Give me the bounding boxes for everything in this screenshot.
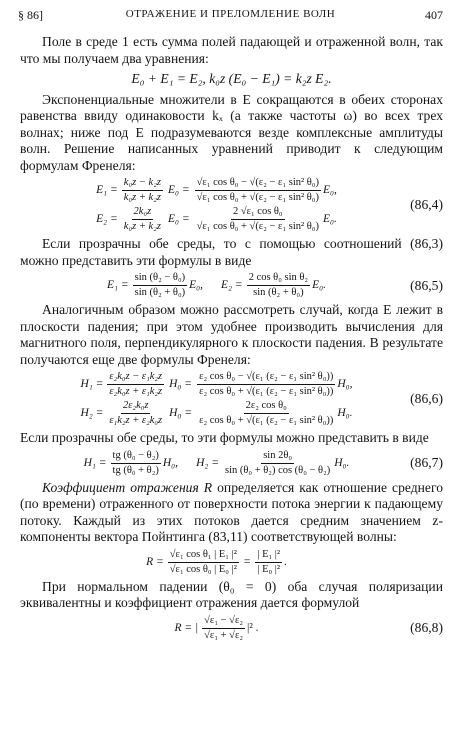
equation-number: (86,8) [410,619,443,635]
equation-number: (86,5) [410,277,443,293]
section-label: § 86] [18,8,43,22]
equation-86-5: E₁ = $\frac{\text{sin (θ₂ − θ₀)}}{\text{sin (θ₂ + θ₀)}}$ E₀, E₂ = $\frac{\text{2 cos θ₀ sin θ₂}}{\text{sin (θ₂ + θ₀)}}$ E₀. (86,5) [107,272,443,298]
equation-86-4 [20,177,443,233]
page-header [18,6,443,28]
equation-R: R = $\frac{\text{√ε₁ cos θ₁ | E₁ |²}}{\text{√ε₁ cos θ₀ | E₀ |²}}$ = $\frac{\text{| E₁ |²}}{\text{| E₀ |²}}$ . [146,548,287,575]
term-reflection-coefficient: Коэффициент отражения R [42,479,213,495]
running-title: ОТРАЖЕНИЕ И ПРЕЛОМЛЕНИЕ ВОЛН [125,8,336,20]
paragraph-1: Поле в среде 1 есть сумма полей падающей и отраженной волн, так что мы получаем два уравнения: [20,34,443,66]
paragraph-2: Экспоненциальные множители в E сокращаются в обеих сторонах равенства ввиду одинаковости kₓ (а также частоты ω) во всех трех волнах; ниже под E подразумеваются везде комплексные амплитуды волн. Решение написанных уравнений приводит к следующим формулам Френеля: [20,91,443,173]
page-number: 407 [425,8,443,22]
paragraph-3: Если прозрачны обе среды, то с помощью соотношений (86,3) можно представить эти формулы в виде [20,236,443,268]
equation-86-6: H₁ = $\frac{\text{ε₂k₀z − ε₁k₂z}}{\text{ε₂k₀z + ε₁k₂z}}$ H₀ = $\frac{\text{ε₂ cos θ₀ − √(ε₁ (ε₂ − ε₁ sin² θ₀))}}{\text{ε₂ cos θ₀ + √(ε₁ (ε₂ − ε₁ sin² θ₀))}}$ H₀, H₂ = $\frac{\text{2ε₂k₀z}}{\text{ε₁k₂z + ε₂k₀z}}$ H₀ = $\frac{\text{2ε₂ cos θ₀}}{\text{ε₂ cos θ₀ + √(ε₁ (ε₂ − ε₁ sin² θ₀))}}$ H₀. (86,6) [80,371,443,426]
equation-number: (86,7) [410,454,443,470]
equation-e1: E₁ = $\frac{\text{k₀z − k₂z}}{\text{k₀z + k₂z}}$ E₀ = $\frac{\text{√ε₁ cos θ₀ − √(ε₂ − ε₁ sin² θ₀)}}{\text{√ε₁ cos θ₀ + √(ε₂ − ε₁ sin² θ₀)}}$ E₀, [96,177,337,203]
paragraph-7: При нормальном падении (θ₀ = 0) оба случая поляризации эквивалентны и коэффициент отражения дается формулой [20,578,443,610]
equation-86-7: H₁ = $\frac{\text{tg (θ₀ − θ₂)}}{\text{tg (θ₀ + θ₂)}}$ H₀, H₂ = $\frac{\text{sin 2θ₀}}{\text{sin (θ₀ + θ₂) cos (θ₀ − θ₂)}}$ H₀. (86,7) [83,449,443,476]
paragraph-5: Если прозрачны обе среды, то эти формулы можно представить в виде [20,430,429,445]
paragraph-6: Коэффициент отражения R определяется как отношение среднего (по времени) отраженного от поверхности потока энергии к падающему потоку. Каждый из этих потоков дается средним значением z-компоненты вектора Пойнтинга (83,11) соответствующей волны: [20,479,443,544]
equation-86-8: R = | $\frac{\text{√ε₁ − √ε₂}}{\text{√ε₁ + √ε₂}}$ |² . (86,8) [174,614,443,641]
page-body [20,34,443,645]
equation-e2: E₂ = $\frac{\text{2k₀z}}{\text{k₀z + k₂z}}$ E₀ = $\frac{\text{2 √ε₁ cos θ₀}}{\text{√ε₁ cos θ₀ + √(ε₂ − ε₁ sin² θ₀)}}$ E₀. [96,206,337,232]
equation-boundary: E₀ + E₁ = E₂, k₀z (E₀ − E₁) = k₂z E₂. [131,71,332,86]
equation-number: (86,4) [410,196,443,212]
equation-number: (86,6) [410,390,443,406]
paragraph-4: Аналогичным образом можно рассмотреть случай, когда E лежит в плоскости падения; при этом удобнее производить вычисления для магнитного поля, перпендикулярного к плоскости падения. В результате получаются еще две формулы Френеля: [20,302,443,367]
